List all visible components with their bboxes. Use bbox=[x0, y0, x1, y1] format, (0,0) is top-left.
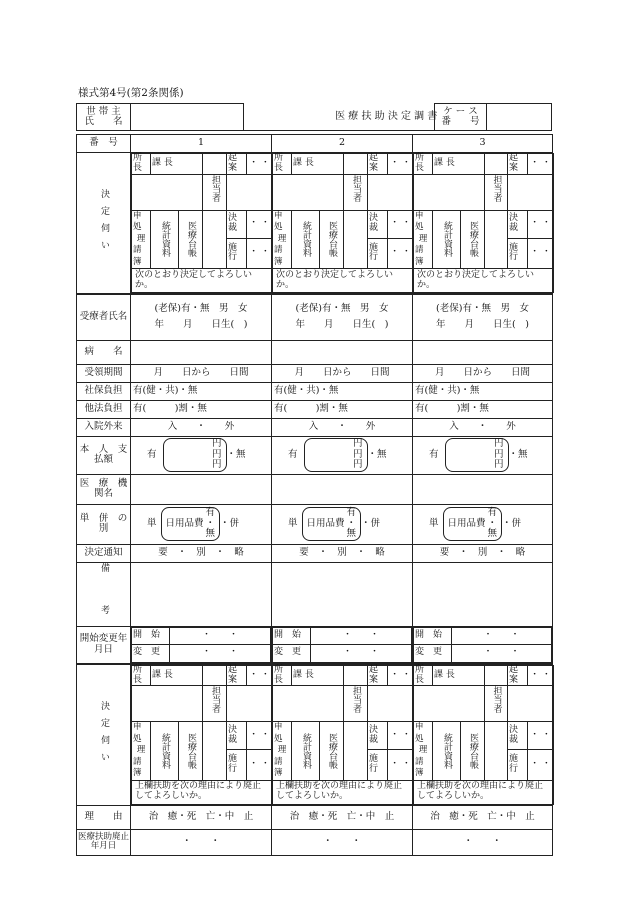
heibetsu-yu: 有 bbox=[346, 507, 357, 519]
nyuin-field[interactable]: 入 ・ 外 bbox=[413, 418, 553, 436]
approval-label-cell-bottom bbox=[77, 664, 131, 806]
approval-label: 決定伺い bbox=[99, 700, 109, 769]
ri-label: 理 bbox=[277, 745, 287, 756]
kaishi-date[interactable]: ・ ・ bbox=[452, 627, 552, 645]
shinsei-cell bbox=[414, 210, 433, 268]
shinsei-label: 申処 bbox=[274, 210, 283, 233]
shiko-label: 施行 bbox=[508, 750, 528, 780]
setai-label-cell bbox=[77, 104, 131, 131]
stamp-empty-2 bbox=[203, 210, 227, 268]
haishi-field[interactable]: ・ ・ bbox=[413, 829, 553, 855]
shinsei-cell bbox=[273, 722, 292, 780]
stamp-area bbox=[132, 686, 203, 722]
henko-sub-label: 変 更 bbox=[414, 645, 452, 663]
kikan-field[interactable] bbox=[131, 474, 272, 504]
shocho-label: 所 長 bbox=[273, 154, 292, 175]
biko-label-cell bbox=[77, 562, 131, 626]
biko-field[interactable] bbox=[272, 562, 413, 626]
yen-2: 円 bbox=[212, 448, 222, 460]
kessai-date[interactable]: ・ ・ bbox=[388, 722, 414, 750]
iryo-label: 医療台帳 bbox=[186, 733, 196, 770]
kacho-label: 課 長 bbox=[433, 154, 485, 175]
kaishi-block bbox=[413, 626, 553, 664]
form-label: 様式第4号(第2条関係) bbox=[78, 87, 184, 99]
tokei-label: 統計資料 bbox=[442, 733, 452, 770]
tanto-label: 担当者 bbox=[210, 686, 220, 714]
taho-field[interactable]: 有( )割・無 bbox=[131, 400, 272, 418]
shiko-label: 施行 bbox=[227, 750, 247, 780]
column-number-3: 3 bbox=[413, 135, 553, 153]
patient-line-2: 年 月 日生( ) bbox=[295, 319, 389, 331]
shaho-field[interactable]: 有(健・共)・無 bbox=[272, 382, 413, 400]
kessai-date[interactable]: ・ ・ bbox=[528, 210, 554, 238]
honnin-no: ・無 bbox=[367, 448, 387, 460]
shiko-date[interactable]: ・ ・ bbox=[528, 238, 554, 268]
approval-note: 次のとおり決定してよろしいか。 bbox=[132, 269, 273, 293]
tsuchi-field[interactable]: 要 ・ 別 ・ 略 bbox=[131, 544, 272, 562]
shocho-label: 所 長 bbox=[414, 154, 433, 175]
stamp-area bbox=[132, 174, 203, 210]
approval-note-bottom: 上欄扶助を次の理由により廃止してよろしいか。 bbox=[273, 780, 414, 804]
nyuin-field[interactable]: 入 ・ 外 bbox=[272, 418, 413, 436]
biko-label: 備 考 bbox=[99, 562, 109, 626]
case-label-cell bbox=[435, 104, 487, 131]
kian-label: 起案 bbox=[508, 665, 528, 686]
stamp-empty-2 bbox=[344, 210, 368, 268]
case-number-field[interactable] bbox=[487, 104, 552, 131]
stamp-empty bbox=[485, 665, 508, 686]
number-label: 番 号 bbox=[77, 135, 131, 153]
kian-date[interactable]: ・ ・ bbox=[528, 154, 554, 175]
honnin-no: ・無 bbox=[226, 448, 246, 460]
shiko-date[interactable]: ・ ・ bbox=[247, 238, 273, 268]
kessai-label: 決裁 bbox=[227, 722, 247, 750]
patient-line-1: (老保)有・無 男 女 bbox=[154, 302, 248, 314]
tokei-label: 統計資料 bbox=[301, 221, 311, 258]
setai-label-2: 氏 名 bbox=[84, 116, 123, 127]
shocho-label: 所 長 bbox=[414, 665, 433, 686]
shiko-date[interactable]: ・ ・ bbox=[388, 750, 414, 780]
kaishi-label: 開始変更年月日 bbox=[77, 626, 131, 664]
iryo-label: 医療台帳 bbox=[327, 221, 337, 258]
honnin-yes: 有 bbox=[288, 448, 298, 460]
approval-block-2 bbox=[272, 153, 413, 295]
kikan-label: 医 療 機関名 bbox=[77, 474, 131, 504]
kian-date[interactable]: ・ ・ bbox=[247, 154, 273, 175]
approval-note: 次のとおり決定してよろしいか。 bbox=[414, 269, 554, 293]
kaishi-date[interactable]: ・ ・ bbox=[170, 627, 271, 645]
stamp-empty-2 bbox=[344, 722, 368, 780]
shocho-label: 所 長 bbox=[273, 665, 292, 686]
byomei-field[interactable] bbox=[413, 340, 553, 364]
shinsei-label: 申処 bbox=[274, 722, 283, 744]
seibo-label: 請簿 bbox=[133, 756, 142, 779]
kaishi-sub-label: 開 始 bbox=[273, 627, 311, 645]
kessai-label: 決裁 bbox=[368, 722, 388, 750]
ri-label: 理 bbox=[277, 233, 287, 244]
patient-cell[interactable] bbox=[131, 294, 272, 340]
shinsei-label: 申処 bbox=[415, 210, 424, 233]
nyuin-field[interactable]: 入 ・ 外 bbox=[131, 418, 272, 436]
patient-line-2: 年 月 日生( ) bbox=[436, 319, 529, 331]
case-table bbox=[434, 103, 552, 131]
honnin-field[interactable] bbox=[272, 436, 413, 474]
taho-field[interactable]: 有( )割・無 bbox=[272, 400, 413, 418]
shiko-date[interactable]: ・ ・ bbox=[247, 750, 273, 780]
heibetsu-yu: 有 bbox=[205, 507, 216, 519]
shiko-label: 施行 bbox=[368, 750, 388, 780]
henko-date[interactable]: ・ ・ bbox=[170, 645, 271, 663]
kaishi-sub-label: 開 始 bbox=[414, 627, 452, 645]
shinsei-label: 申処 bbox=[133, 210, 142, 233]
stamp-empty bbox=[485, 154, 508, 175]
kikan-field[interactable] bbox=[413, 474, 553, 504]
stamp-area bbox=[414, 686, 485, 722]
heibetsu-field[interactable]: 単 日用品費 有 ・ 無 ・併 bbox=[272, 504, 413, 544]
kacho-label: 課 長 bbox=[151, 665, 203, 686]
tanto-label: 担当者 bbox=[491, 686, 502, 714]
henko-sub-label: 変 更 bbox=[132, 645, 170, 663]
kian-date[interactable]: ・ ・ bbox=[388, 154, 414, 175]
heibetsu-tan: 単 bbox=[429, 517, 439, 529]
patient-label: 受療者氏名 bbox=[77, 294, 131, 340]
heibetsu-field[interactable]: 単 日用品費 有 ・ 無 ・併 bbox=[413, 504, 553, 544]
stamp-empty bbox=[344, 154, 368, 175]
yen-1: 円 bbox=[212, 438, 222, 450]
kessai-date[interactable]: ・ ・ bbox=[388, 210, 414, 238]
tokei-label: 統計資料 bbox=[301, 733, 311, 770]
shinsei-label: 申処 bbox=[133, 722, 142, 744]
tsuchi-field[interactable]: 要 ・ 別 ・ 略 bbox=[272, 544, 413, 562]
column-number-1: 1 bbox=[131, 135, 272, 153]
heibetsu-label: 単 併 の 別 bbox=[77, 504, 131, 544]
riyu-field[interactable]: 治 癒・死 亡・中 止 bbox=[272, 805, 413, 829]
shaho-field[interactable]: 有(健・共)・無 bbox=[413, 382, 553, 400]
period-field[interactable]: 月 日から 日間 bbox=[272, 364, 413, 382]
shocho-label: 所 長 bbox=[132, 665, 151, 686]
haishi-field[interactable]: ・ ・ bbox=[131, 829, 272, 855]
heibetsu-mu: 無 bbox=[346, 528, 357, 540]
heibetsu-tan: 単 bbox=[288, 517, 298, 529]
period-field[interactable]: 月 日から 日間 bbox=[131, 364, 272, 382]
tanto-label: 担当者 bbox=[351, 686, 361, 714]
kacho-label: 課 長 bbox=[433, 665, 485, 686]
main-table bbox=[76, 134, 553, 856]
kian-label: 起案 bbox=[227, 154, 247, 175]
tsuchi-field[interactable]: 要 ・ 別 ・ 略 bbox=[413, 544, 553, 562]
heibetsu-mu: 無 bbox=[205, 528, 216, 540]
byomei-label: 病 名 bbox=[77, 340, 131, 364]
kikan-field[interactable] bbox=[272, 474, 413, 504]
tanto-stamp bbox=[368, 686, 414, 722]
stamp-empty bbox=[203, 154, 227, 175]
kacho-label: 課 長 bbox=[292, 154, 344, 175]
tanto-stamp bbox=[508, 686, 554, 722]
heibetsu-hei: ・併 bbox=[361, 517, 381, 529]
kian-label: 起案 bbox=[368, 154, 388, 175]
iryo-label: 医療台帳 bbox=[186, 221, 196, 258]
approval-block-1 bbox=[131, 153, 272, 295]
shinsei-cell bbox=[414, 722, 433, 780]
kaishi-sub-label: 開 始 bbox=[132, 627, 170, 645]
period-label: 受領期間 bbox=[77, 364, 131, 382]
kessai-label: 決裁 bbox=[227, 210, 247, 238]
kian-date[interactable]: ・ ・ bbox=[247, 665, 273, 686]
yen-1: 円 bbox=[353, 438, 363, 450]
nichiyo-label: 日用品費 bbox=[447, 517, 486, 529]
tanto-label: 担当者 bbox=[491, 174, 502, 202]
tanto-label: 担当者 bbox=[210, 174, 220, 202]
haishi-label: 医療扶助廃止年月日 bbox=[77, 829, 131, 855]
case-label-2: 番 号 bbox=[441, 116, 480, 127]
henko-date[interactable]: ・ ・ bbox=[452, 645, 552, 663]
tokei-label: 統計資料 bbox=[160, 221, 170, 258]
shinsei-cell bbox=[273, 210, 292, 268]
shaho-field[interactable]: 有(健・共)・無 bbox=[131, 382, 272, 400]
approval-label: 決定伺い bbox=[99, 189, 109, 258]
stamp-area bbox=[414, 174, 485, 210]
byomei-field[interactable] bbox=[131, 340, 272, 364]
approval-block-3 bbox=[413, 153, 553, 295]
heibetsu-field[interactable]: 単 日用品費 有 ・ 無 ・併 bbox=[131, 504, 272, 544]
approval-note-bottom: 上欄扶助を次の理由により廃止してよろしいか。 bbox=[132, 780, 273, 804]
approval-block-bottom-1 bbox=[131, 664, 272, 806]
approval-note-bottom: 上欄扶助を次の理由により廃止してよろしいか。 bbox=[414, 780, 554, 804]
approval-block-bottom-3 bbox=[413, 664, 553, 806]
kessai-label: 決裁 bbox=[508, 210, 528, 238]
kian-date[interactable]: ・ ・ bbox=[388, 665, 414, 686]
seibo-label: 請簿 bbox=[415, 756, 424, 779]
shocho-label: 所 長 bbox=[132, 154, 151, 175]
tokei-label: 統計資料 bbox=[160, 733, 170, 770]
yen-2: 円 bbox=[494, 448, 504, 460]
iryo-label: 医療台帳 bbox=[327, 733, 337, 770]
honnin-field[interactable] bbox=[413, 436, 553, 474]
approval-block-bottom-2 bbox=[272, 664, 413, 806]
heibetsu-hei: ・併 bbox=[220, 517, 240, 529]
kacho-label: 課 長 bbox=[151, 154, 203, 175]
kessai-label: 決裁 bbox=[368, 210, 388, 238]
riyu-field[interactable]: 治 癒・死 亡・中 止 bbox=[131, 805, 272, 829]
stamp-empty-2 bbox=[485, 722, 508, 780]
kaishi-date[interactable]: ・ ・ bbox=[311, 627, 412, 645]
kaishi-block bbox=[272, 626, 413, 664]
kessai-date[interactable]: ・ ・ bbox=[247, 722, 273, 750]
honnin-no: ・無 bbox=[508, 448, 528, 460]
heibetsu-hei: ・併 bbox=[502, 517, 522, 529]
stamp-empty bbox=[203, 665, 227, 686]
tsuchi-label: 決定通知 bbox=[77, 544, 131, 562]
iryo-label: 医療台帳 bbox=[468, 733, 478, 770]
honnin-yes: 有 bbox=[147, 448, 157, 460]
biko-field[interactable] bbox=[413, 562, 553, 626]
kacho-label: 課 長 bbox=[292, 665, 344, 686]
kian-label: 起案 bbox=[368, 665, 388, 686]
stamp-empty-2 bbox=[485, 210, 508, 268]
patient-line-2: 年 月 日生( ) bbox=[154, 319, 248, 331]
nichiyo-label: 日用品費 bbox=[165, 517, 204, 529]
iryo-label: 医療台帳 bbox=[468, 221, 478, 258]
henko-date[interactable]: ・ ・ bbox=[311, 645, 412, 663]
shiko-date[interactable]: ・ ・ bbox=[528, 750, 554, 780]
yen-3: 円 bbox=[353, 459, 363, 471]
stamp-area bbox=[273, 174, 344, 210]
heibetsu-mu: 無 bbox=[487, 528, 498, 540]
shiko-date[interactable]: ・ ・ bbox=[388, 238, 414, 268]
kessai-date[interactable]: ・ ・ bbox=[247, 210, 273, 238]
stamp-area bbox=[273, 686, 344, 722]
byomei-field[interactable] bbox=[272, 340, 413, 364]
shinsei-cell bbox=[132, 210, 151, 268]
yen-3: 円 bbox=[212, 459, 222, 471]
taho-field[interactable]: 有( )割・無 bbox=[413, 400, 553, 418]
stamp-empty bbox=[344, 665, 368, 686]
riyu-field[interactable]: 治 癒・死 亡・中 止 bbox=[413, 805, 553, 829]
honnin-label: 本 人 支払額 bbox=[77, 436, 131, 474]
seibo-label: 請簿 bbox=[415, 245, 424, 267]
biko-field[interactable] bbox=[131, 562, 272, 626]
shinsei-label: 申処 bbox=[415, 722, 424, 744]
column-number-2: 2 bbox=[272, 135, 413, 153]
shaho-label: 社保負担 bbox=[77, 382, 131, 400]
kian-label: 起案 bbox=[508, 154, 528, 175]
ri-label: 理 bbox=[418, 233, 428, 244]
yen-1: 円 bbox=[494, 438, 504, 450]
tanto-stamp bbox=[508, 174, 554, 210]
tanto-stamp bbox=[227, 174, 273, 210]
shinsei-cell bbox=[132, 722, 151, 780]
nichiyo-label: 日用品費 bbox=[306, 517, 345, 529]
setai-name-field[interactable] bbox=[131, 104, 244, 131]
shiko-label: 施行 bbox=[227, 238, 247, 268]
case-label-1: ケ ー ス bbox=[443, 105, 478, 117]
approval-label-cell bbox=[77, 153, 131, 295]
kessai-label: 決裁 bbox=[508, 722, 528, 750]
honnin-field[interactable] bbox=[131, 436, 272, 474]
seibo-label: 請簿 bbox=[274, 245, 283, 267]
kian-date[interactable]: ・ ・ bbox=[528, 665, 554, 686]
kessai-date[interactable]: ・ ・ bbox=[528, 722, 554, 750]
period-field[interactable]: 月 日から 日間 bbox=[413, 364, 553, 382]
yen-3: 円 bbox=[494, 459, 504, 471]
kian-label: 起案 bbox=[227, 665, 247, 686]
henko-sub-label: 変 更 bbox=[273, 645, 311, 663]
yen-2: 円 bbox=[353, 448, 363, 460]
haishi-field[interactable]: ・ ・ bbox=[272, 829, 413, 855]
shiko-label: 施行 bbox=[508, 238, 528, 268]
heibetsu-tan: 単 bbox=[147, 517, 157, 529]
ri-label: 理 bbox=[136, 745, 146, 756]
kaishi-block bbox=[131, 626, 272, 664]
patient-line-1: (老保)有・無 男 女 bbox=[436, 302, 529, 314]
shiko-label: 施行 bbox=[368, 238, 388, 268]
riyu-label: 理 由 bbox=[77, 805, 131, 829]
patient-cell[interactable] bbox=[272, 294, 413, 340]
tanto-label: 担当者 bbox=[351, 174, 361, 202]
tokei-label: 統計資料 bbox=[442, 221, 452, 258]
taho-label: 他法負担 bbox=[77, 400, 131, 418]
tanto-stamp bbox=[227, 686, 273, 722]
heibetsu-yu: 有 bbox=[487, 507, 498, 519]
approval-note: 次のとおり決定してよろしいか。 bbox=[273, 269, 414, 293]
seibo-label: 請簿 bbox=[274, 756, 283, 779]
stamp-empty-2 bbox=[203, 722, 227, 780]
patient-cell[interactable] bbox=[413, 294, 553, 340]
tanto-stamp bbox=[368, 174, 414, 210]
seibo-label: 請簿 bbox=[133, 245, 142, 267]
ri-label: 理 bbox=[136, 233, 146, 244]
honnin-yes: 有 bbox=[429, 448, 439, 460]
setai-label-1: 世 帯 主 bbox=[86, 105, 121, 117]
page-title: 医 療 扶 助 決 定 調 書 bbox=[335, 111, 438, 123]
patient-line-1: (老保)有・無 男 女 bbox=[295, 302, 389, 314]
nyuin-label: 入院外来 bbox=[77, 418, 131, 436]
ri-label: 理 bbox=[418, 745, 428, 756]
